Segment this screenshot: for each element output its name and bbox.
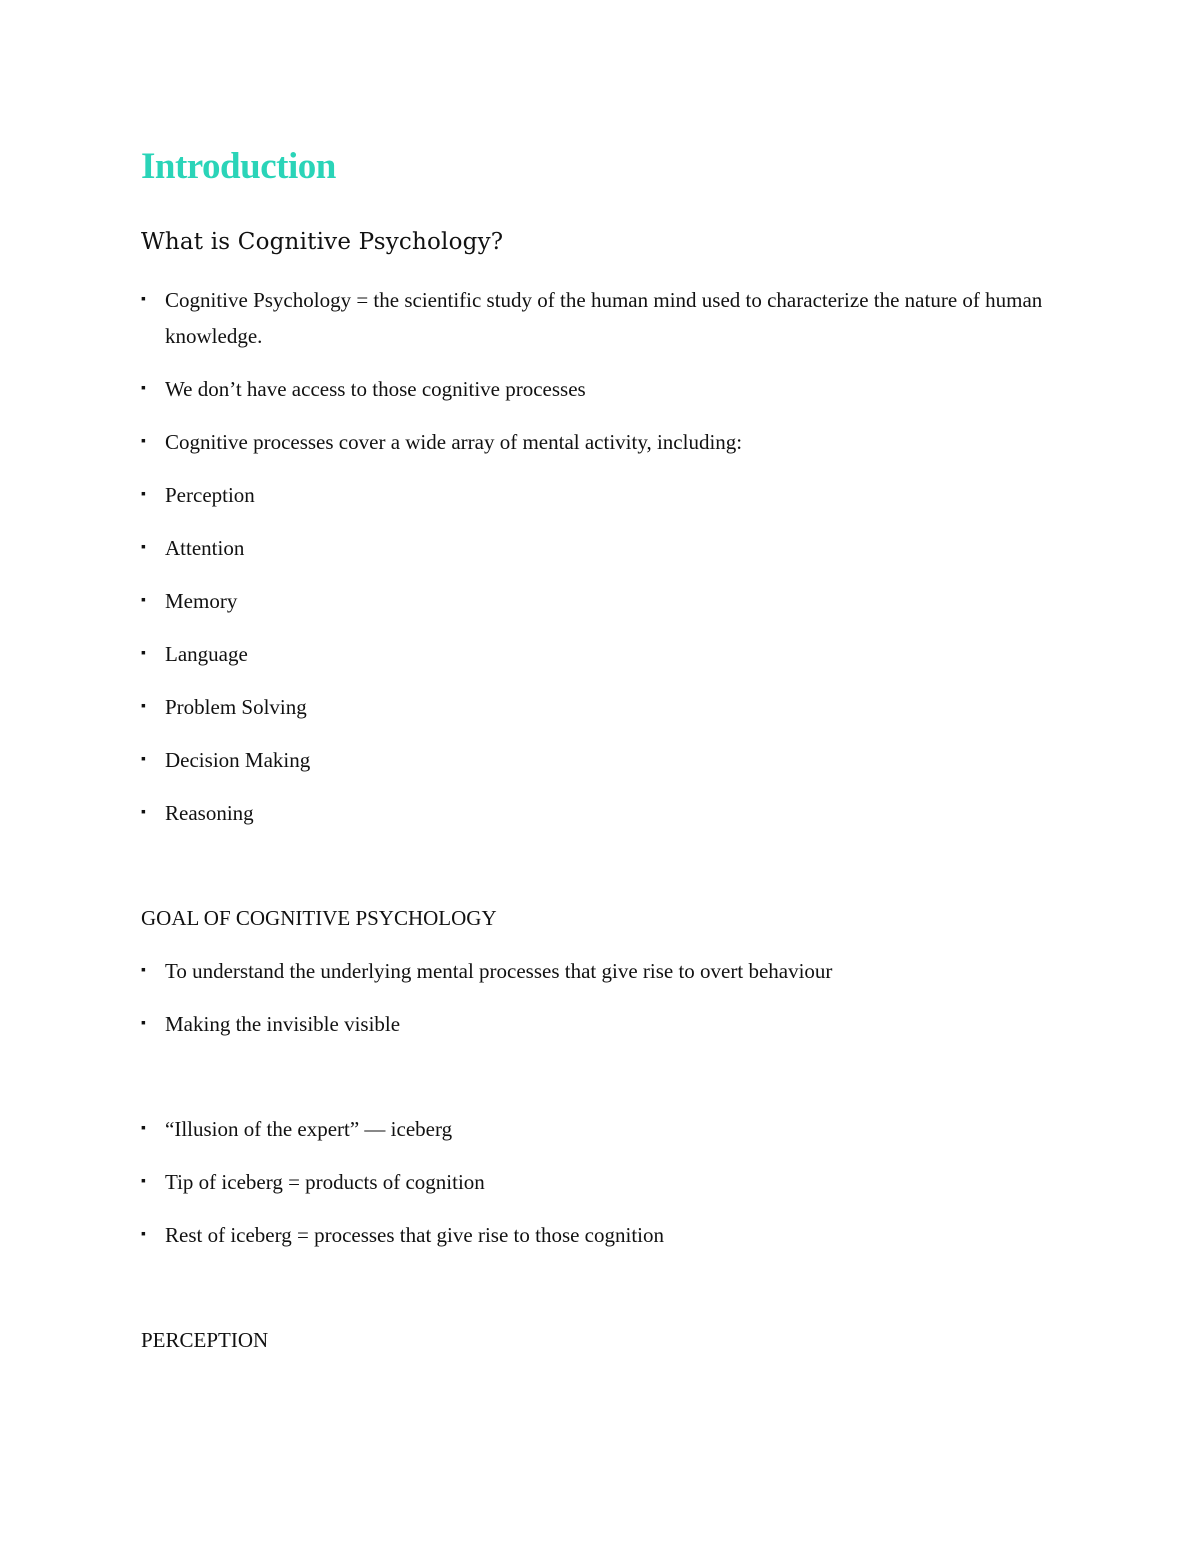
bullet-icon: ▪: [141, 805, 146, 820]
list-item: [141, 742, 1065, 778]
section-heading-goal: GOAL OF COGNITIVE PSYCHOLOGY: [141, 906, 497, 930]
list-item: [141, 1217, 1065, 1253]
section-subtitle: What is Cognitive Psychology?: [141, 229, 504, 255]
list-item-text: Cognitive processes cover a wide array of mental activity, including:: [165, 430, 743, 454]
bullet-icon: ▪: [141, 1227, 146, 1242]
list-item-text: To understand the underlying mental processes that give rise to overt behaviour: [165, 959, 833, 983]
list-item: [141, 1006, 1065, 1042]
list-item-text: Memory: [165, 589, 238, 613]
list-item: [141, 424, 1065, 460]
bullet-icon: ▪: [141, 1016, 146, 1031]
bullet-icon: ▪: [141, 699, 146, 714]
list-item-text: “Illusion of the expert” — iceberg: [165, 1117, 453, 1141]
bullet-icon: ▪: [141, 540, 146, 555]
list-item: [141, 795, 1065, 831]
bullet-icon: ▪: [141, 381, 146, 396]
bullet-list-iceberg: [141, 1111, 1065, 1253]
bullet-icon: ▪: [141, 434, 146, 449]
bullet-icon: ▪: [141, 487, 146, 502]
bullet-icon: ▪: [141, 593, 146, 608]
list-item-text: Attention: [165, 536, 245, 560]
list-item-text: Decision Making: [165, 748, 311, 772]
list-item-text: Rest of iceberg = processes that give rise to those cognition: [165, 1223, 665, 1247]
page-title: Introduction: [141, 146, 336, 187]
list-item: [141, 689, 1065, 725]
list-item: [141, 1164, 1065, 1200]
section-heading-perception: PERCEPTION: [141, 1328, 269, 1352]
list-item-text: Tip of iceberg = products of cognition: [165, 1170, 485, 1194]
list-item-text: Reasoning: [165, 801, 254, 825]
bullet-icon: ▪: [141, 963, 146, 978]
list-item: [141, 636, 1065, 672]
list-item-text: Language: [165, 642, 248, 666]
list-item-text: We don’t have access to those cognitive processes: [165, 377, 586, 401]
bullet-icon: ▪: [141, 646, 146, 661]
list-item: [141, 282, 1065, 354]
list-item: [141, 371, 1065, 407]
bullet-icon: ▪: [141, 752, 146, 767]
list-item-text: Making the invisible visible: [165, 1012, 401, 1036]
bullet-icon: ▪: [141, 1174, 146, 1189]
list-item-text: Cognitive Psychology = the scientific study of the human mind used to characterize the nature of human knowledge.: [165, 288, 1043, 348]
bullet-icon: ▪: [141, 1121, 146, 1136]
list-item: [141, 953, 1065, 989]
list-item: [141, 477, 1065, 513]
bullet-list-goal: [141, 953, 1065, 1042]
bullet-list-intro: [141, 282, 1065, 831]
list-item: [141, 583, 1065, 619]
list-item: [141, 530, 1065, 566]
list-item-text: Problem Solving: [165, 695, 307, 719]
bullet-icon: ▪: [141, 292, 146, 307]
list-item: [141, 1111, 1065, 1147]
list-item-text: Perception: [165, 483, 255, 507]
